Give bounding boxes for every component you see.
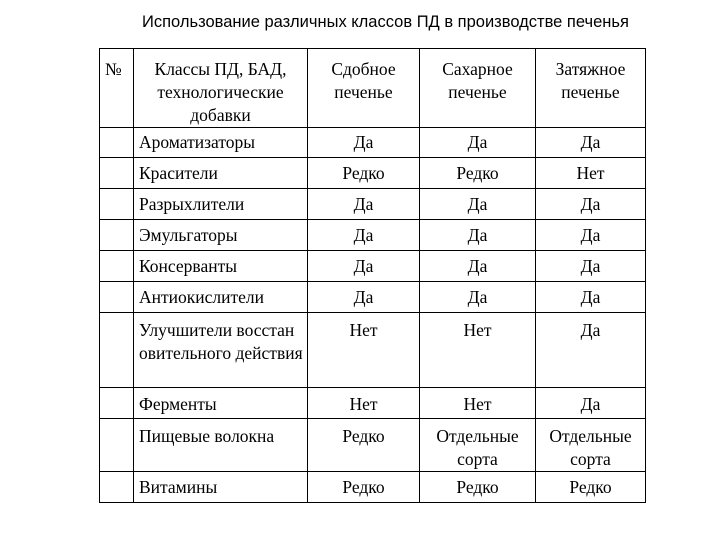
table-row: [100, 282, 646, 313]
table-row: [100, 128, 646, 158]
header-hard-cookies: Затяжное печенье: [536, 49, 646, 128]
class-name-cell: Ароматизаторы: [134, 128, 308, 158]
hard-cookies-cell: Редко: [536, 472, 646, 503]
row-number-cell: [100, 220, 134, 251]
table-row: [100, 419, 646, 472]
table-row: [100, 388, 646, 419]
sugar-cookies-cell: Да: [420, 189, 536, 220]
class-name-cell: Красители: [134, 158, 308, 189]
class-name-cell: Антиокислители: [134, 282, 308, 313]
hard-cookies-cell: Да: [536, 313, 646, 388]
sugar-cookies-cell: Да: [420, 128, 536, 158]
row-number-cell: [100, 189, 134, 220]
hard-cookies-cell: Да: [536, 189, 646, 220]
hard-cookies-cell: Да: [536, 282, 646, 313]
sugar-cookies-cell: Да: [420, 251, 536, 282]
hard-cookies-cell: Отдельные сорта: [536, 419, 646, 472]
header-rich-cookies: Сдобное печенье: [308, 49, 420, 128]
row-number-cell: [100, 313, 134, 388]
header-classes: Классы ПД, БАД, технологические добавки: [134, 49, 308, 128]
row-number-cell: [100, 419, 134, 472]
table-row: [100, 251, 646, 282]
sugar-cookies-cell: Нет: [420, 388, 536, 419]
class-name-cell: Консерванты: [134, 251, 308, 282]
rich-cookies-cell: Редко: [308, 472, 420, 503]
class-name-cell: Эмульгаторы: [134, 220, 308, 251]
row-number-cell: [100, 128, 134, 158]
row-number-cell: [100, 472, 134, 503]
header-sugar-cookies: Сахарное печенье: [420, 49, 536, 128]
rich-cookies-cell: Нет: [308, 313, 420, 388]
rich-cookies-cell: Да: [308, 128, 420, 158]
page-title: Использование различных классов ПД в производстве печенья: [142, 13, 629, 31]
row-number-cell: [100, 388, 134, 419]
table-row: [100, 472, 646, 503]
table-header-row: [100, 49, 646, 128]
sugar-cookies-cell: Да: [420, 220, 536, 251]
sugar-cookies-cell: Редко: [420, 158, 536, 189]
rich-cookies-cell: Нет: [308, 388, 420, 419]
class-name-cell: Ферменты: [134, 388, 308, 419]
hard-cookies-cell: Нет: [536, 158, 646, 189]
additives-table: [99, 48, 646, 503]
sugar-cookies-cell: Редко: [420, 472, 536, 503]
class-name-cell: Разрыхлители: [134, 189, 308, 220]
rich-cookies-cell: Да: [308, 251, 420, 282]
rich-cookies-cell: Редко: [308, 158, 420, 189]
rich-cookies-cell: Да: [308, 220, 420, 251]
row-number-cell: [100, 251, 134, 282]
table-row: [100, 158, 646, 189]
rich-cookies-cell: Да: [308, 189, 420, 220]
row-number-cell: [100, 158, 134, 189]
table-row: [100, 189, 646, 220]
hard-cookies-cell: Да: [536, 128, 646, 158]
sugar-cookies-cell: Отдельные сорта: [420, 419, 536, 472]
sugar-cookies-cell: Да: [420, 282, 536, 313]
rich-cookies-cell: Да: [308, 282, 420, 313]
class-name-cell: Пищевые волокна: [134, 419, 308, 472]
hard-cookies-cell: Да: [536, 251, 646, 282]
table-row: [100, 220, 646, 251]
hard-cookies-cell: Да: [536, 220, 646, 251]
hard-cookies-cell: Да: [536, 388, 646, 419]
rich-cookies-cell: Редко: [308, 419, 420, 472]
sugar-cookies-cell: Нет: [420, 313, 536, 388]
row-number-cell: [100, 282, 134, 313]
class-name-cell: Улучшители восстановительного действия: [134, 313, 308, 388]
header-number: №: [100, 49, 134, 128]
table-row: [100, 313, 646, 388]
class-name-cell: Витамины: [134, 472, 308, 503]
